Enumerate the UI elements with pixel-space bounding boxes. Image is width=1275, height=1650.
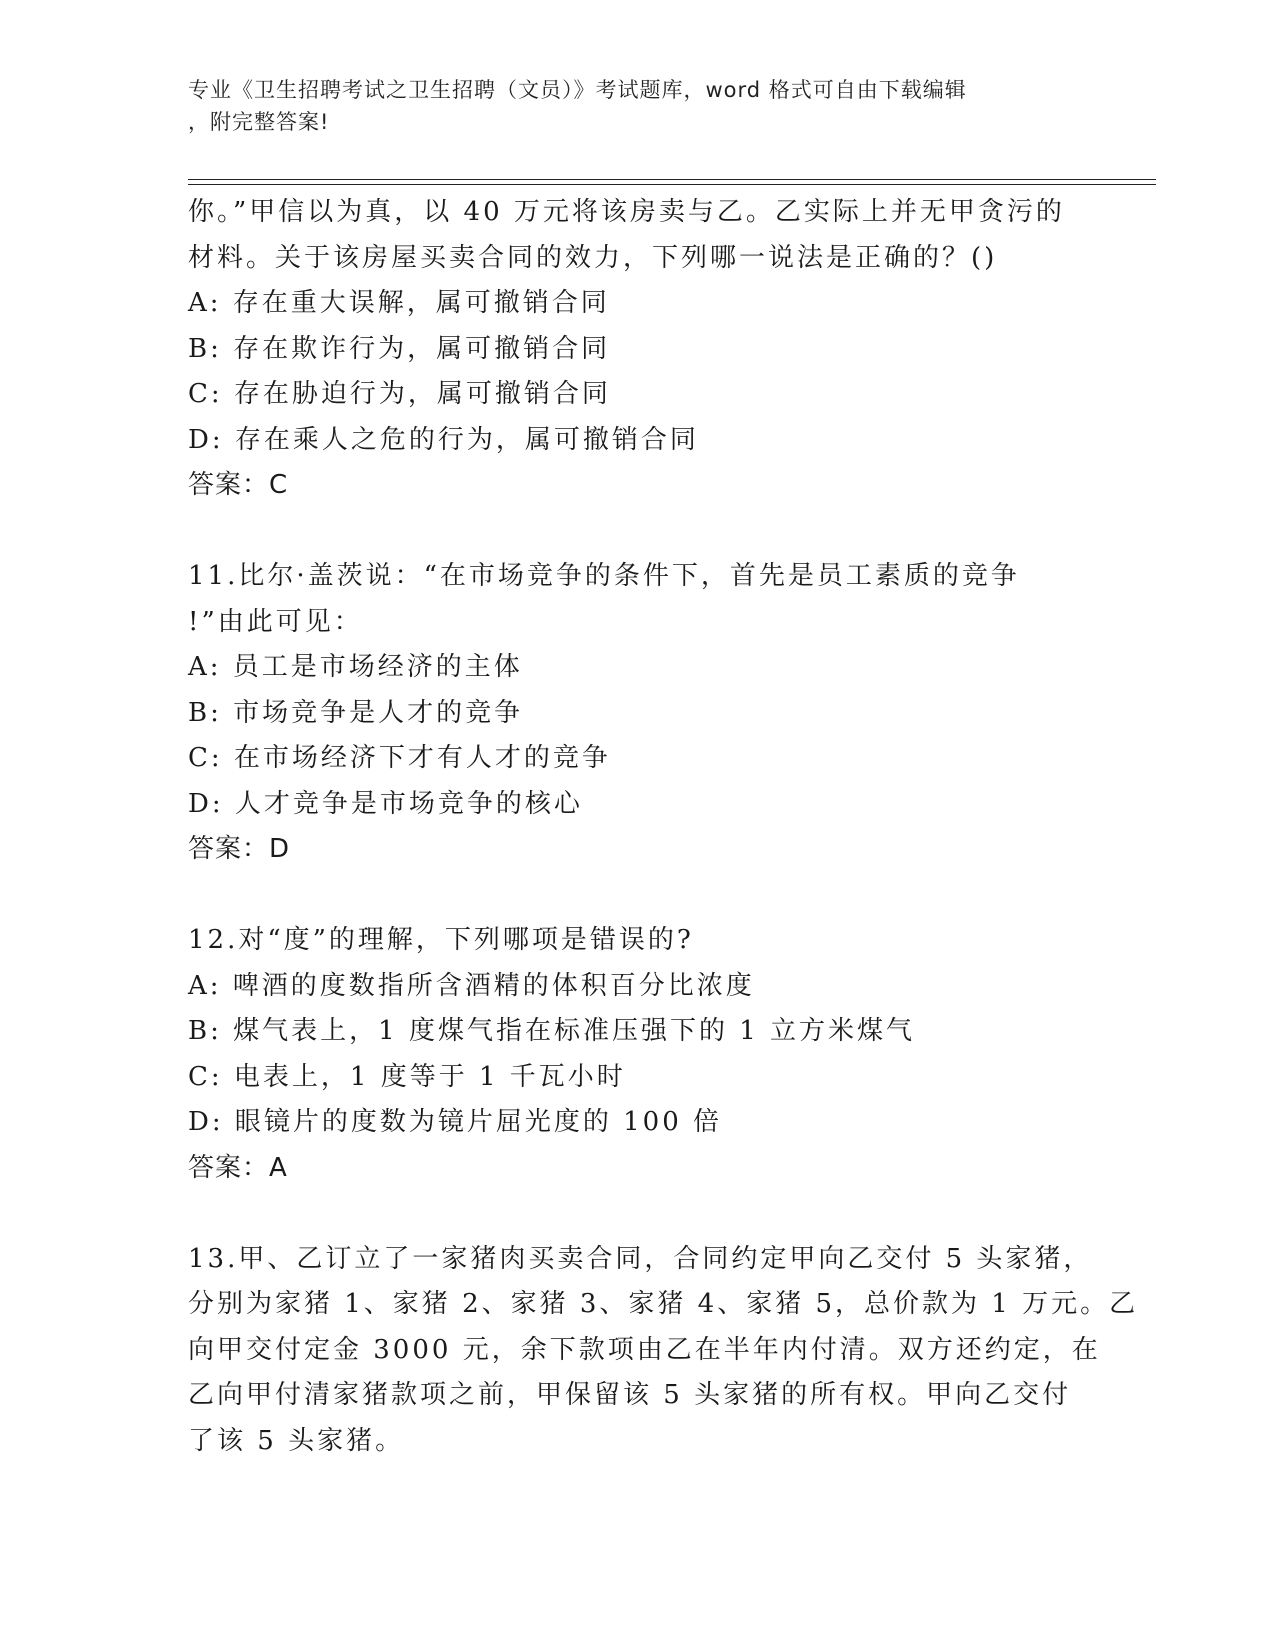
option-a: A: 存在重大误解，属可撤销合同 bbox=[188, 288, 610, 318]
question-stem-line: 分别为家猪 1、家猪 2、家猪 3、家猪 4、家猪 5，总价款为 1 万元。乙 bbox=[188, 1289, 1139, 1319]
option-a: A: 啤酒的度数指所含酒精的体积百分比浓度 bbox=[188, 970, 755, 1001]
question-stem-line: 乙向甲付清家猪款项之前，甲保留该 5 头家猪的所有权。甲向乙交付 bbox=[188, 1380, 1072, 1410]
option-d: D: 存在乘人之危的行为，属可撤销合同 bbox=[188, 424, 699, 455]
question-stem-line: 向甲交付定金 3000 元，余下款项由乙在半年内付清。双方还约定，在 bbox=[188, 1334, 1101, 1365]
option-d: D: 人才竞争是市场竞争的核心 bbox=[188, 788, 583, 819]
question-stem-line: 11.比尔·盖茨说：“在市场竞争的条件下，首先是员工素质的竞争 bbox=[188, 561, 1020, 591]
document-header bbox=[188, 74, 1088, 138]
question-10 bbox=[188, 190, 1088, 509]
option-d: D: 眼镜片的度数为镜片屈光度的 100 倍 bbox=[188, 1107, 723, 1137]
option-c: C: 在市场经济下才有人才的竞争 bbox=[188, 743, 611, 773]
spacer bbox=[188, 509, 1088, 555]
question-11 bbox=[188, 554, 1088, 873]
answer-line: 答案：D bbox=[188, 834, 291, 864]
option-c: C: 存在胁迫行为，属可撤销合同 bbox=[188, 379, 611, 409]
question-12 bbox=[188, 918, 1088, 1191]
question-stem-line: !”由此可见： bbox=[188, 606, 363, 637]
header-rule-bottom bbox=[188, 184, 1156, 185]
header-line-2: ，附完整答案! bbox=[188, 110, 330, 134]
option-c: C: 电表上，1 度等于 1 千瓦小时 bbox=[188, 1061, 626, 1092]
question-stem-line: 13.甲、乙订立了一家猪肉买卖合同，合同约定甲向乙交付 5 头家猪， bbox=[188, 1243, 1093, 1274]
question-13 bbox=[188, 1237, 1139, 1465]
question-stem-line: 了该 5 头家猪。 bbox=[188, 1425, 405, 1456]
question-stem-line: 12.对“度”的理解，下列哪项是错误的? bbox=[188, 925, 694, 955]
spacer bbox=[188, 873, 1088, 919]
header-line-1: 专业《卫生招聘考试之卫生招聘（文员）》考试题库，word 格式可自由下载编辑 bbox=[188, 78, 967, 102]
option-a: A: 员工是市场经济的主体 bbox=[188, 652, 523, 682]
document-body bbox=[188, 190, 1139, 1464]
option-b: B: 市场竞争是人才的竞争 bbox=[188, 697, 524, 728]
answer-line: 答案：A bbox=[188, 1152, 288, 1183]
answer-line: 答案：C bbox=[188, 470, 289, 500]
option-b: B: 煤气表上，1 度煤气指在标准压强下的 1 立方米煤气 bbox=[188, 1016, 916, 1046]
header-rule-top bbox=[188, 179, 1156, 180]
question-stem-line: 你。”甲信以为真，以 40 万元将该房卖与乙。乙实际上并无甲贪污的 bbox=[188, 197, 1065, 227]
option-b: B: 存在欺诈行为，属可撤销合同 bbox=[188, 333, 611, 364]
spacer bbox=[188, 1191, 1088, 1237]
question-stem-line: 材料。关于该房屋买卖合同的效力，下列哪一说法是正确的？() bbox=[188, 242, 998, 273]
